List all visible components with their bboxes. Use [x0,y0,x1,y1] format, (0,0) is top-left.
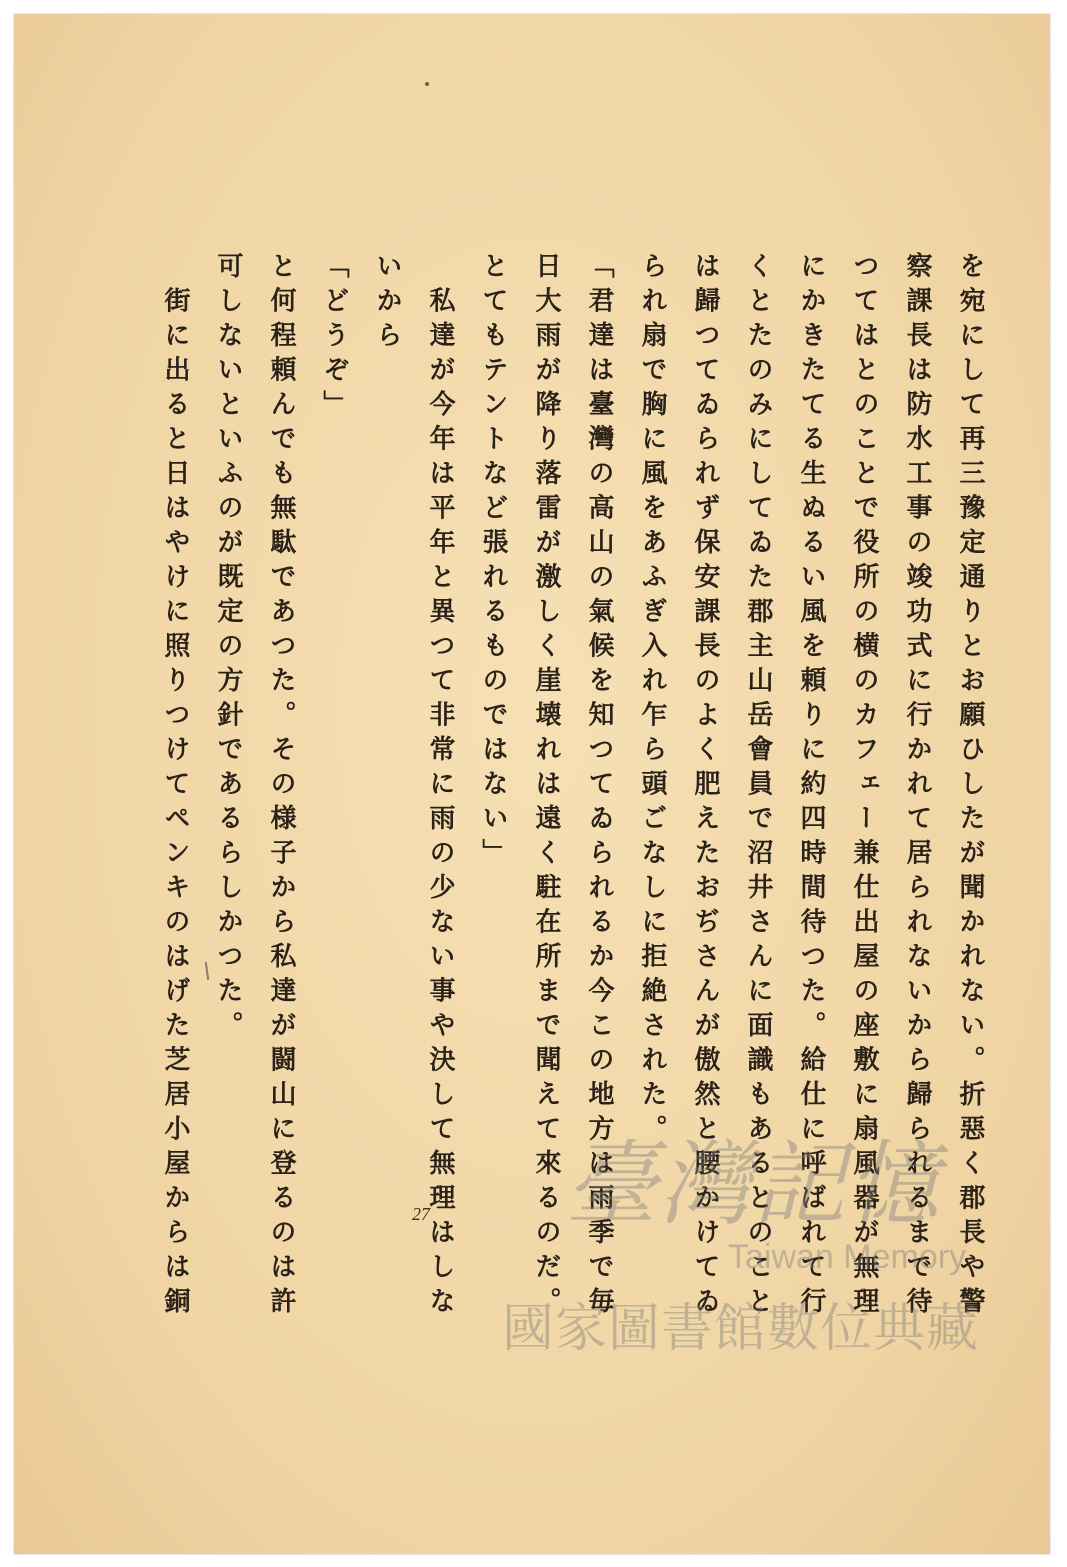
watermark-chinese: 國家圖書館數位典藏 [502,1299,980,1359]
text-column: は歸つてゐられず保安課長のよく肥えたおぢさんが傲然と腰かけてゐ [690,252,720,1322]
text-column: を宛にして再三豫定通りとお願ひしたが聞かれない。折惡く郡長や警 [955,252,985,1322]
text-column: 察課長は防水工事の竣功式に行かれて居られないから歸られるまで待 [902,252,932,1322]
text-column: 「君達は臺灣の高山の氣候を知つてゐられるか今この地方は雨季で毎 [584,252,614,1322]
watermark-english: Taiwan Memory [728,1238,967,1276]
ink-dot [425,82,429,86]
watermark-calligraphy: 臺灣記憶 [564,1131,941,1238]
text-column: にかきたてる生ぬるい風を頼りに約四時間待つた。給仕に呼ばれて行 [796,252,826,1322]
text-column: 私達が今年は平年と異つて非常に雨の少ない事や決して無理はしな [425,252,455,1322]
text-column: とてもテントなど張れるものではない」 [478,252,508,873]
text-column: いから [372,252,402,356]
text-column: 日大雨が降り落雷が激しく崖壊れは遠く駐在所まで聞えて來るのだ。 [531,252,561,1322]
watermark [498,1130,1008,1440]
text-column: つてはとのことで役所の横のカフェー兼仕出屋の座敷に扇風器が無理 [849,252,879,1322]
text-column: 「どうぞ」 [319,252,349,425]
text-column: くとたのみにしてゐた郡主山岳會員で沼井さんに面識もあるとのこと [743,252,773,1322]
text-column: 可しないといふのが既定の方針であるらしかつた。 [213,252,243,1046]
text-column: られ扇で胸に風をあふぎ入れ乍ら頭ごなしに拒絶された。 [637,252,667,1149]
text-column: 街に出ると日はやけに照りつけてペンキのはげた芝居小屋からは銅 [160,252,190,1322]
page-number: 27 [412,1204,430,1224]
text-column: と何程頼んでも無駄であつた。その様子から私達が闘山に登るのは許 [266,252,296,1322]
